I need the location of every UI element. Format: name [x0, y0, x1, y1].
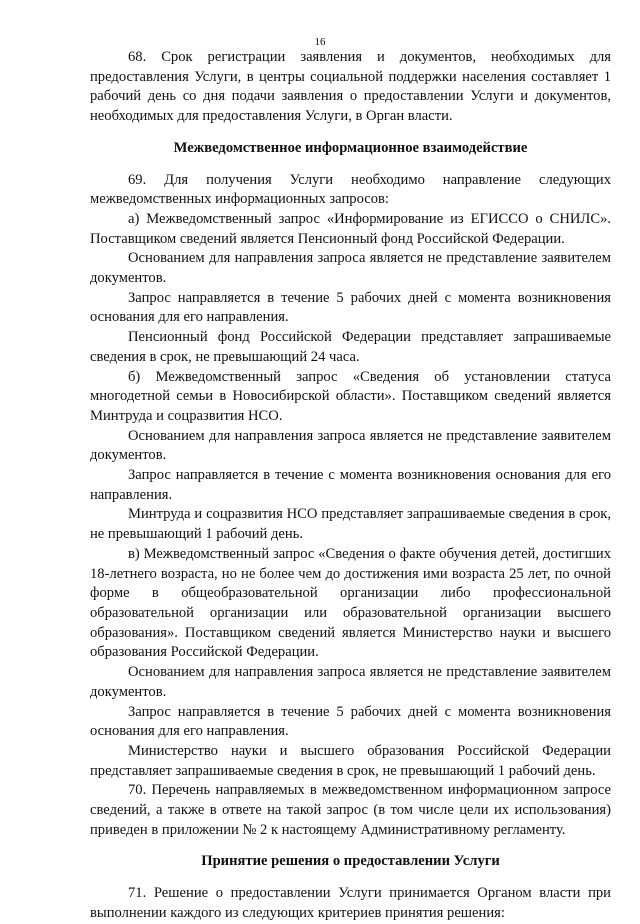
page-number: 16 [314, 36, 326, 48]
paragraph-69v-timing: Запрос направляется в течение 5 рабочих дней с момента возникновения основания для его направления. [90, 703, 611, 740]
paragraph-69a-basis: Основанием для направления запроса является не представление заявителем документов. [90, 250, 611, 287]
paragraph-70: 70. Перечень направляемых в межведомственном информационном запросе сведений, а также в ответе на такой запрос (в том числе цели их использования) приведен в приложении № 2 к настоящему Административному регламенту. [90, 782, 611, 838]
section-heading-interagency: Межведомственное информационное взаимодействие [173, 139, 528, 156]
paragraph-69a: а) Межведомственный запрос «Информирование из ЕГИССО о СНИЛС». Поставщиком сведений является Пенсионный фонд Российской Федерации. [90, 210, 611, 247]
document-body [90, 48, 611, 924]
paragraph-69b-response: Минтруда и соцразвития НСО представляет запрашиваемые сведения в срок, не превышающий 1 рабочий день. [90, 506, 611, 543]
paragraph-69v-response: Министерство науки и высшего образования Российской Федерации представляет запрашиваемые сведения в срок, не превышающий 1 рабочий день. [90, 742, 611, 779]
paragraph-71: 71. Решение о предоставлении Услуги принимается Органом власти при выполнении каждого из следующих критериев принятия решения: [90, 885, 611, 921]
section-heading-decision: Принятие решения о предоставлении Услуги [201, 853, 500, 870]
paragraph-69v-basis: Основанием для направления запроса является не представление заявителем документов. [90, 664, 611, 700]
paragraph-69b-basis: Основанием для направления запроса является не представление заявителем документов. [90, 427, 611, 464]
paragraph-69b-timing: Запрос направляется в течение с момента возникновения основания для его направления. [90, 467, 611, 503]
paragraph-69v: в) Межведомственный запрос «Сведения о факте обучения детей, достигших 18-летнего возраста, но не более чем до достижения ими возраста 25 лет, по очной форме в общеобразовательной организации либо профессиональной образовательной организации или образовательной организации высшего образования». Поставщиком сведений является Министерство науки и высшего образования Российской Федерации. [90, 545, 611, 661]
paragraph-69a-response: Пенсионный фонд Российской Федерации представляет запрашиваемые сведения в срок, не превышающий 24 часа. [90, 329, 611, 365]
paragraph-69a-timing: Запрос направляется в течение 5 рабочих дней с момента возникновения основания для его направления. [90, 289, 611, 326]
paragraph-69: 69. Для получения Услуги необходимо направление следующих межведомственных информационных запросов: [90, 171, 611, 208]
paragraph-68: 68. Срок регистрации заявления и документов, необходимых для предоставления Услуги, в центры социальной поддержки населения составляет 1 рабочий день со дня подачи заявления о предоставлении Услуги и документов, необходимых для предоставления Услуги, в Орган власти. [90, 49, 611, 125]
paragraph-69b: б) Межведомственный запрос «Сведения об установлении статуса многодетной семьи в Новосибирской области». Поставщиком сведений является Минтруда и соцразвития НСО. [90, 368, 611, 424]
